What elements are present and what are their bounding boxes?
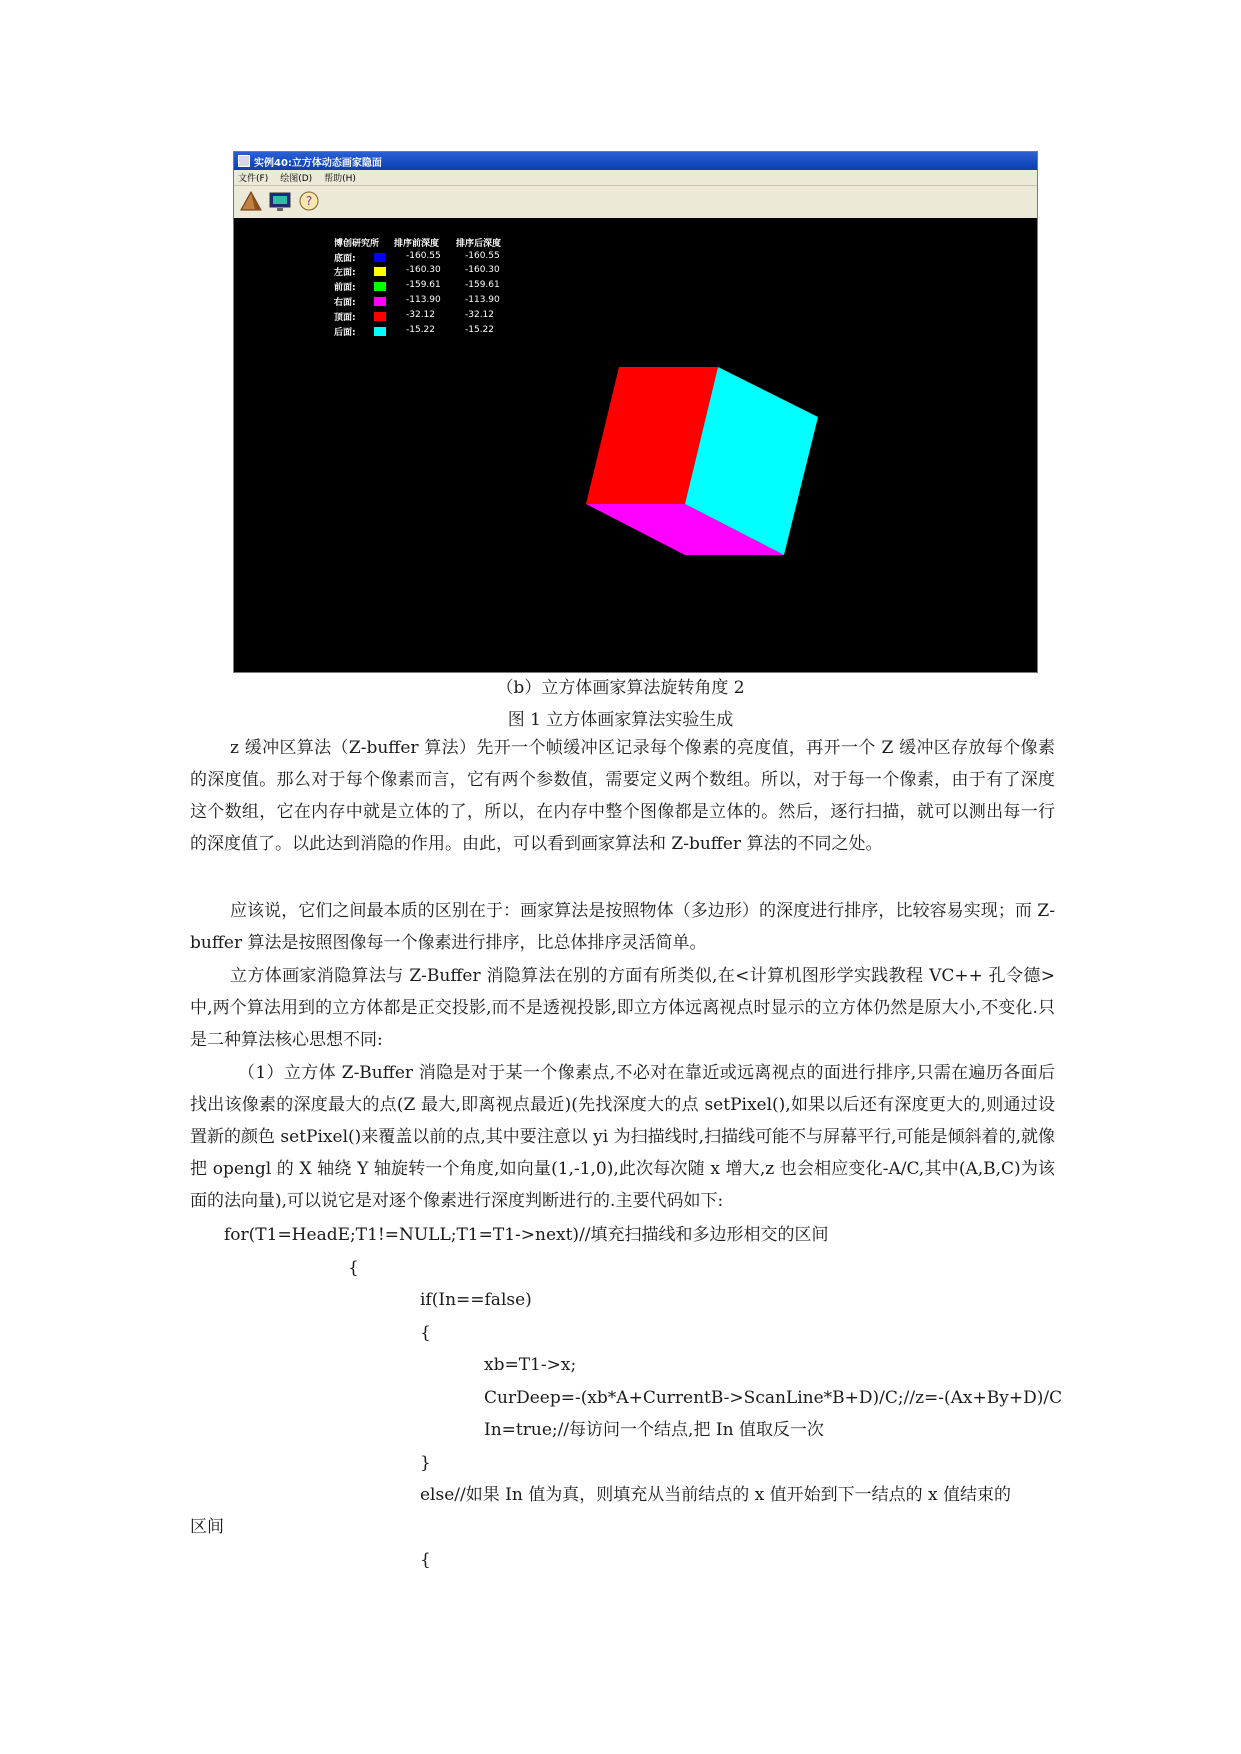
window-titlebar xyxy=(234,152,1037,170)
paragraph: 应该说，它们之间最本质的区别在于：画家算法是按照物体（多边形）的深度进行排序，比较容易实现；而 Z-buffer 算法是按照图像每一个像素进行排序，比总体排序灵活简单。 xyxy=(190,901,1055,953)
menu-file[interactable]: 文件(F) xyxy=(238,174,269,184)
legend-depth-after: -15.22 xyxy=(465,325,495,335)
window-title: 实例40:立方体动态画家隐面 xyxy=(254,157,382,169)
code-line: 区间 xyxy=(190,1517,224,1537)
code-line: if(In==false) xyxy=(420,1290,532,1310)
app-window-screenshot xyxy=(233,151,1038,673)
legend-header-org: 博创研究所 xyxy=(334,239,380,249)
code-line: CurDeep=-(xb*A+CurrentB->ScanLine*B+D)/C;//z=-(Ax+By+D)/C xyxy=(484,1388,1063,1408)
legend-header-after: 排序后深度 xyxy=(456,239,502,249)
legend-face-name: 底面: xyxy=(334,254,356,264)
code-line: { xyxy=(420,1550,431,1570)
app-icon xyxy=(238,155,250,167)
legend-face-name: 右面: xyxy=(334,298,356,308)
legend-header-before: 排序前深度 xyxy=(394,239,440,249)
paragraph: （1）立方体 Z-Buffer 消隐是对于某一个像素点,不必对在靠近或远离视点的面进行排序,只需在遍历各面后找出该像素的深度最大的点(Z 最大,即离视点最近)(先找深度大的点 setPixel(),如果以后还有深度更大的,则通过设置新的颜色 setPixel()来覆盖以前的点,其中要注意以 yi 为扫描线时,扫描线可能不与屏幕平行,可能是倾斜着的,就像把 opengl 的 X 轴绕 Y 轴旋转一个角度,如向量(1,-1,0),此次每次随 x 增大,z 也会相应变化-A/C,其中(A,B,C)为该面的法向量),可以说它是对逐个像素进行深度判断进行的.主要代码如下: xyxy=(190,1063,1055,1211)
code-line: In=true;//每访问一个结点,把 In 值取反一次 xyxy=(484,1420,824,1440)
legend-depth-after: -160.30 xyxy=(465,265,500,275)
monitor-icon[interactable] xyxy=(267,189,293,215)
figure-caption: 图 1 立方体画家算法实验生成 xyxy=(507,710,734,730)
render-canvas xyxy=(234,218,1037,672)
menu-bar xyxy=(234,170,1037,185)
legend-face-name: 前面: xyxy=(334,283,356,293)
code-line: xb=T1->x; xyxy=(484,1355,577,1375)
pyramid-icon[interactable] xyxy=(238,189,264,215)
legend-depth-after: -32.12 xyxy=(465,310,495,320)
help-icon[interactable] xyxy=(296,189,322,215)
legend-face-name: 左面: xyxy=(334,268,356,278)
legend-depth-after: -159.61 xyxy=(465,280,500,290)
code-line: { xyxy=(348,1258,359,1278)
toolbar xyxy=(234,185,1037,218)
legend-depth-before: -160.30 xyxy=(406,265,441,275)
code-line: { xyxy=(420,1323,431,1343)
paragraph: 立方体画家消隐算法与 Z-Buffer 消隐算法在别的方面有所类似,在<计算机图形学实践教程 VC++ 孔令德>中,两个算法用到的立方体都是正交投影,而不是透视投影,即立方体远离视点时显示的立方体仍然是原大小,不变化.只是二种算法核心思想不同: xyxy=(190,966,1055,1050)
menu-help[interactable]: 帮助(H) xyxy=(324,174,356,184)
legend-depth-before: -159.61 xyxy=(406,280,441,290)
legend-face-name: 后面: xyxy=(334,328,356,338)
code-line: } xyxy=(420,1453,431,1473)
cube-rendering xyxy=(234,218,1037,672)
legend-depth-before: -32.12 xyxy=(406,310,436,320)
svg-text:?: ? xyxy=(305,194,313,208)
legend-face-name: 顶面: xyxy=(334,313,356,323)
menu-draw[interactable]: 绘图(D) xyxy=(280,174,313,184)
legend-depth-before: -160.55 xyxy=(406,251,441,261)
code-line: else//如果 In 值为真，则填充从当前结点的 x 值开始到下一结点的 x 值结束的 xyxy=(420,1485,1011,1505)
code-line: for(T1=HeadE;T1!=NULL;T1=T1->next)//填充扫描线和多边形相交的区间 xyxy=(224,1225,829,1245)
subfigure-caption: （b）立方体画家算法旋转角度 2 xyxy=(496,678,745,698)
legend-depth-after: -160.55 xyxy=(465,251,500,261)
legend-depth-after: -113.90 xyxy=(465,295,500,305)
paragraph: z 缓冲区算法（Z-buffer 算法）先开一个帧缓冲区记录每个像素的亮度值，再开一个 Z 缓冲区存放每个像素的深度值。那么对于每个像素而言，它有两个参数值，需要定义两个数组。所以，对于每一个像素，由于有了深度这个数组，它在内存中就是立体的了，所以，在内存中整个图像都是立体的。然后，逐行扫描，就可以测出每一行的深度值了。以此达到消隐的作用。由此，可以看到画家算法和 Z-buffer 算法的不同之处。 xyxy=(190,738,1055,854)
legend-depth-before: -113.90 xyxy=(406,295,441,305)
legend-depth-before: -15.22 xyxy=(406,325,436,335)
